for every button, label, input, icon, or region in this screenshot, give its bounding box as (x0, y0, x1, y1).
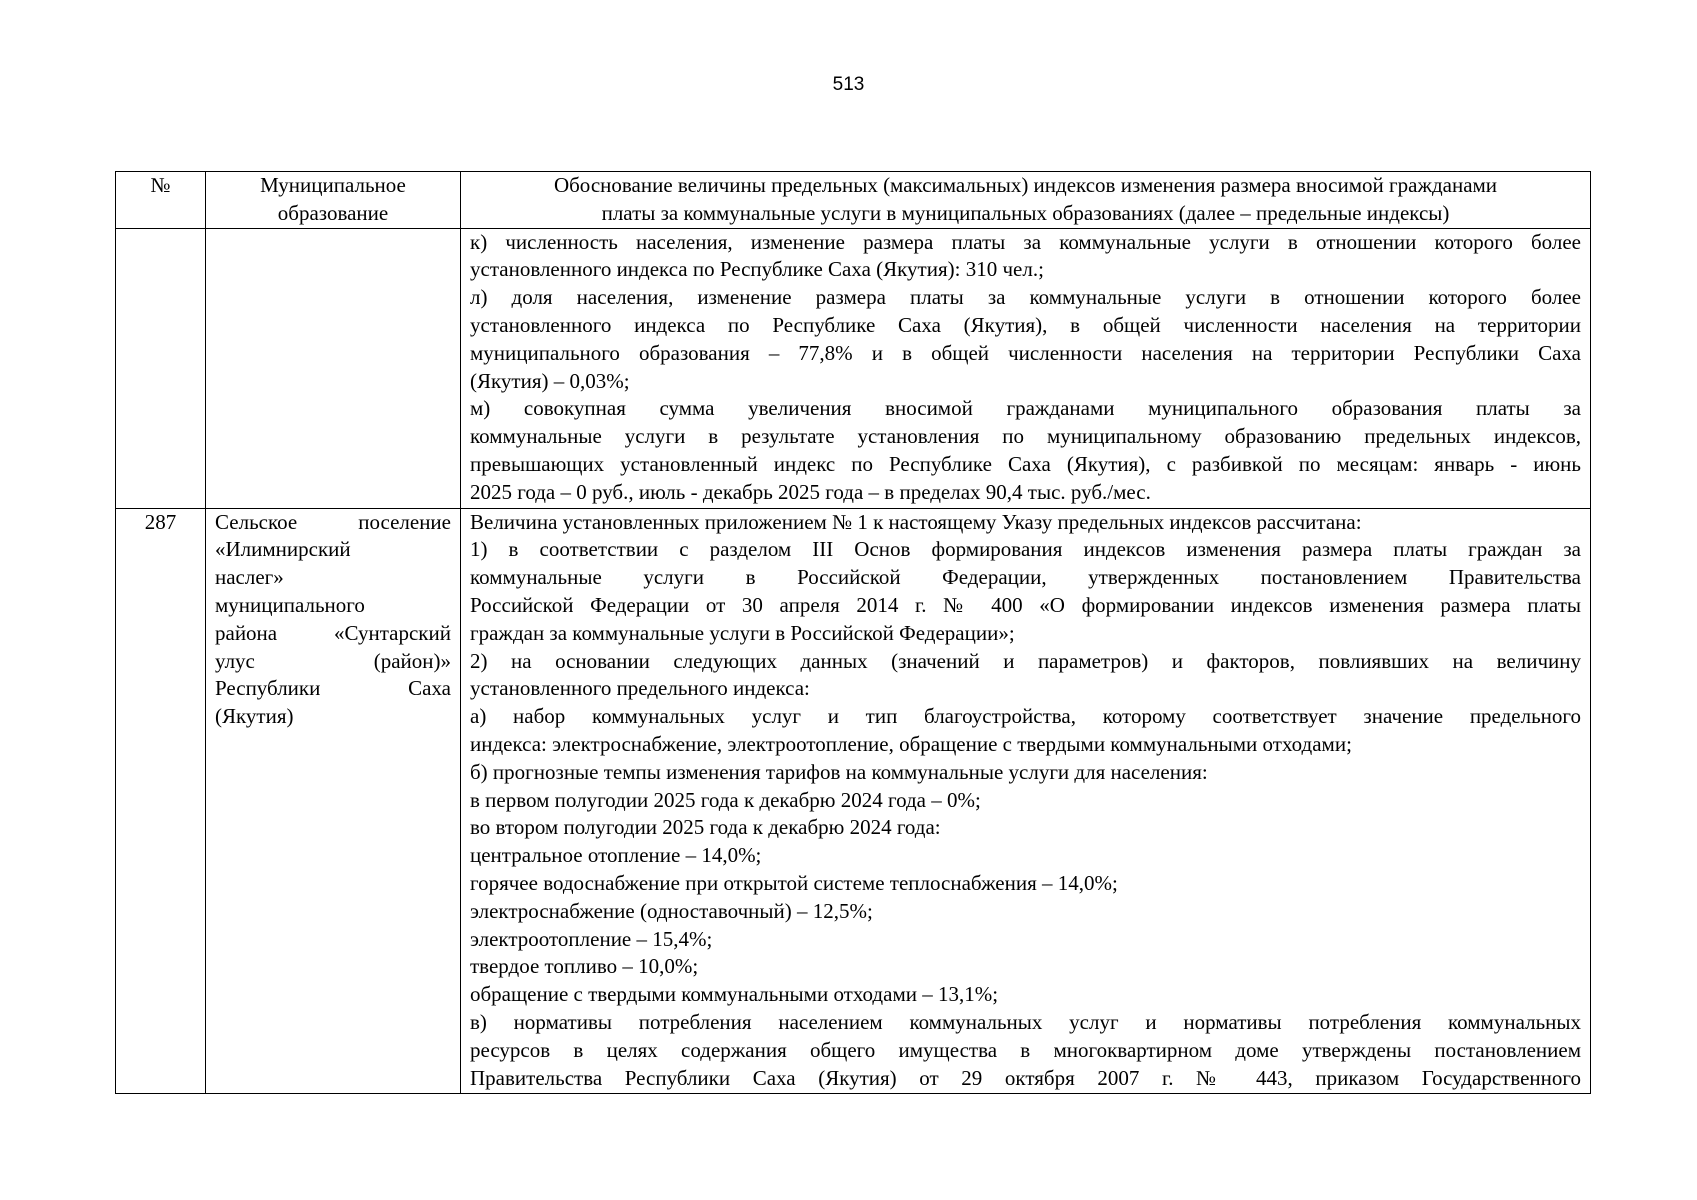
text-line: индекса: электроснабжение, электроотопление, обращение с твердыми коммунальными отходами; (470, 731, 1352, 756)
text-line: электроснабжение (одноставочный) – 12,5%; (470, 898, 873, 923)
text-line: «Илимнирский (215, 537, 351, 562)
continuation-municipality-cell (206, 228, 461, 508)
text-line: превышающих установленный индекс по Республике Саха (Якутия), с разбивкой по месяцам: январь - июнь (470, 451, 1581, 476)
text-line: электроотопление – 15,4%; (470, 926, 713, 951)
header-justification-line: Обоснование величины предельных (максимальных) индексов изменения размера вносимой гражданами (553, 173, 1498, 197)
header-municipality (206, 172, 461, 229)
text-line: а) набор коммунальных услуг и тип благоустройства, которому соответствует значение предельного (470, 704, 1581, 729)
text-line: наслег» (215, 565, 284, 590)
text-line: района «Сунтарский (215, 620, 451, 645)
header-municipality-line: образование (277, 200, 389, 225)
text-line: Правительства Республики Саха (Якутия) от 29 октября 2007 г. № 443, приказом Государственного (470, 1065, 1581, 1090)
indices-table (115, 171, 1591, 1094)
text-line: центральное отопление – 14,0%; (470, 843, 762, 868)
municipality-name (206, 508, 461, 1093)
text-line: твердое топливо – 10,0%; (470, 954, 699, 979)
header-justification (461, 172, 1591, 229)
text-line: Величина установленных приложением № 1 к настоящему Указу предельных индексов рассчитана: (470, 509, 1362, 534)
text-line: улус (район)» (215, 648, 451, 673)
text-line: м) совокупная сумма увеличения вносимой гражданами муниципального образования платы за (470, 396, 1581, 421)
text-line: Сельское поселение (215, 509, 451, 534)
text-line: к) численность населения, изменение размера платы за коммунальные услуги в отношении которого более (470, 229, 1581, 254)
text-line: во втором полугодии 2025 года к декабрю 2024 года: (470, 815, 941, 840)
header-justification-line: платы за коммунальные услуги в муниципальных образованиях (далее – предельные индексы) (601, 200, 1450, 225)
text-line: б) прогнозные темпы изменения тарифов на коммунальные услуги для населения: (470, 759, 1208, 784)
text-line: Республики Саха (215, 676, 451, 701)
header-municipality-line: Муниципальное (260, 173, 406, 197)
text-line: (Якутия) – 0,03%; (470, 368, 630, 393)
text-line: в первом полугодии 2025 года к декабрю 2024 года – 0%; (470, 787, 981, 812)
continuation-number-cell (116, 228, 206, 508)
text-line: 1) в соответствии с разделом III Основ формирования индексов изменения размера платы граждан за (470, 537, 1581, 562)
continuation-text-cell (461, 228, 1591, 508)
text-line: в) нормативы потребления населением коммунальных услуг и нормативы потребления коммунальных (470, 1009, 1581, 1034)
justification-text-cell (461, 508, 1591, 1093)
text-line: граждан за коммунальные услуги в Российской Федерации»; (470, 620, 1015, 645)
text-line: Российской Федерации от 30 апреля 2014 г. № 400 «О формировании индексов изменения размера платы (470, 592, 1581, 617)
text-line: обращение с твердыми коммунальными отходами – 13,1%; (470, 982, 999, 1007)
text-line: установленного индекса по Республике Саха (Якутия): 310 чел.; (470, 257, 1044, 282)
text-line: установленного предельного индекса: (470, 676, 810, 701)
text-line: установленного индекса по Республике Саха (Якутия), в общей численности населения на территории (470, 312, 1581, 337)
table-row-continuation (116, 228, 1591, 508)
text-line: горячее водоснабжение при открытой системе теплоснабжения – 14,0%; (470, 870, 1118, 895)
text-line: 2) на основании следующих данных (значений и параметров) и факторов, повлиявших на величину (470, 648, 1581, 673)
text-line: муниципального (215, 592, 365, 617)
header-number: № (116, 172, 206, 229)
text-line: л) доля населения, изменение размера платы за коммунальные услуги в отношении которого более (470, 285, 1581, 310)
text-line: ресурсов в целях содержания общего имущества в многоквартирном доме утверждены постановлением (470, 1037, 1581, 1062)
text-line: муниципального образования – 77,8% и в общей численности населения на территории Республики Саха (470, 340, 1581, 365)
text-line: коммунальные услуги в Российской Федерации, утвержденных постановлением Правительства (470, 565, 1581, 590)
text-line: коммунальные услуги в результате установления по муниципальному образованию предельных индексов, (470, 424, 1581, 449)
text-line: (Якутия) (215, 704, 294, 729)
page-number: 513 (832, 74, 865, 95)
text-line: 2025 года – 0 руб., июль - декабрь 2025 года – в пределах 90,4 тыс. руб./мес. (470, 479, 1151, 504)
table-header-row (116, 172, 1591, 229)
row-number: 287 (116, 508, 206, 1093)
table-row-287 (116, 508, 1591, 1093)
